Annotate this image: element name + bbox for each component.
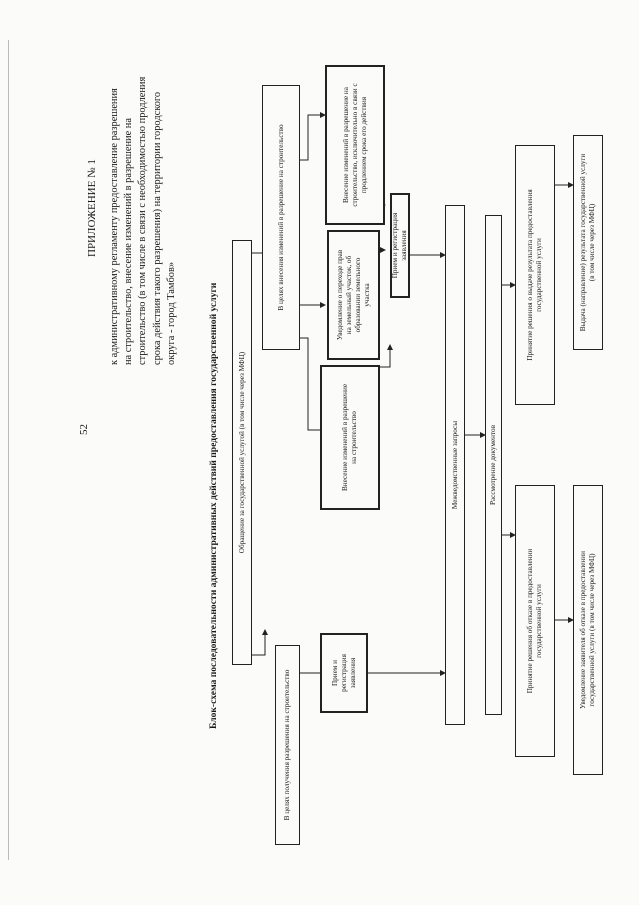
reception-box-left: Прием и регистрация заявления	[320, 633, 368, 713]
interagency-requests-box: Межведомственные запросы	[445, 205, 465, 725]
refusal-decision-box: Принятие решения об отказе в предоставлении государственной услуги	[515, 485, 555, 757]
connector	[252, 630, 265, 655]
appendix-line: к административному регламенту предоставление разрешения	[109, 88, 120, 365]
amend-change-box: Внесение изменений в разрешение на строительство	[320, 365, 380, 510]
document-review-box: Рассмотрение документов	[485, 215, 502, 715]
obtain-permit-box: В целях получения разрешения на строительство	[275, 645, 300, 845]
amend-permit-box: В целях внесения изменений в разрешение на строительство	[262, 85, 300, 350]
extend-permit-box: Внесение изменений в разрешение на строительство, исключительно в связи с продлением срока его действия	[325, 65, 385, 225]
issue-decision-box: Принятие решения о выдаче результата предоставления государственной услуги	[515, 145, 555, 405]
diagram-title: Блок-схема последовательности административных действий предоставления государственной услуги	[208, 282, 219, 729]
result-issue-box: Выдача (направление) результата государственной услуги (в том числе через МФЦ)	[573, 135, 603, 350]
connector	[300, 115, 325, 160]
connector	[380, 345, 390, 367]
refusal-notification-box: Уведомление заявителя об отказе в предоставлении государственной услуги (в том числе через МФЦ)	[573, 485, 603, 775]
appendix-line: срока действия такого разрешения) на территории городского	[151, 91, 163, 365]
appendix-line: на строительство, внесение изменений в разрешение на	[123, 118, 135, 365]
appeal-box: Обращение за государственной услугой (в том числе через МФЦ)	[232, 240, 252, 665]
appendix-title: ПРИЛОЖЕНИЕ № 1	[86, 159, 98, 257]
appendix-line: строительство (в том числе в связи с необходимостью продления	[137, 76, 149, 365]
page-number: 52	[78, 424, 90, 435]
appendix-line: округа - город Тамбов»	[165, 261, 177, 365]
reception-box-right: Прием и регистрация заявления	[390, 193, 410, 298]
land-notice-box: Уведомление о переходе прав на земельный участок, об образовании земельного участка	[327, 230, 380, 360]
